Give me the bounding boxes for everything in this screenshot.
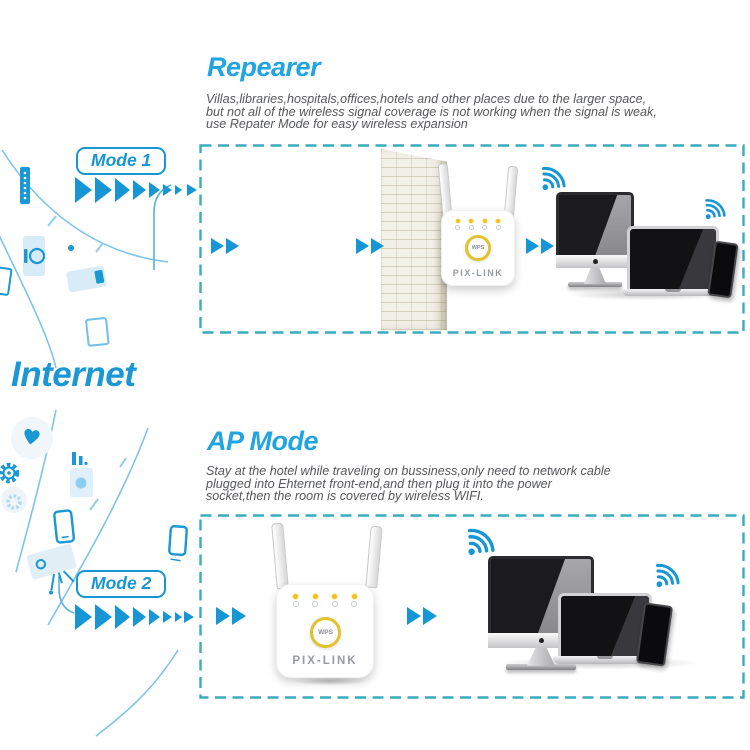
projector-icon <box>26 543 82 598</box>
repeater-body <box>276 584 374 678</box>
led-indicator <box>482 219 487 230</box>
description-line: socket,then the room is covered by wireless WIFI. <box>206 489 484 504</box>
description-line: but not all of the wireless signal coverage is not working when the signal is weak, <box>206 104 657 119</box>
description-line: plugged into Ehternet front-end,and then plug it into the power <box>206 476 552 491</box>
ap-section-description <box>206 465 611 503</box>
wps-label: WPS <box>471 245 485 251</box>
macbook-screen <box>627 226 719 289</box>
led-indicator <box>469 219 474 230</box>
arrow-icon <box>423 607 437 625</box>
arrow-row-mode1 <box>75 177 182 203</box>
apple-logo-icon <box>593 259 598 264</box>
arrow-icon <box>163 611 172 623</box>
arrow-icon <box>187 184 197 196</box>
imac-stand <box>527 648 555 666</box>
arrow-icon <box>216 607 230 625</box>
arrow-icon <box>184 611 194 623</box>
dash-mark <box>120 458 126 467</box>
dotted-bar-icon <box>20 167 30 204</box>
flow-arrows <box>407 607 437 625</box>
flow-arrows <box>356 238 384 254</box>
repeater-body <box>441 210 515 286</box>
led-indicator <box>312 594 318 607</box>
arrow-icon <box>163 184 172 196</box>
imac-stand <box>584 268 606 284</box>
led-indicators <box>277 594 373 607</box>
mode2-button: Mode 2 <box>76 570 166 598</box>
macbook <box>627 226 719 296</box>
led-indicator <box>351 594 357 607</box>
apple-logo-icon <box>539 638 544 643</box>
soft-circle <box>1 487 27 513</box>
smartphone-icon <box>169 526 187 561</box>
dash-mark <box>96 243 103 252</box>
dash-mark <box>90 499 98 510</box>
arrow-icon <box>371 238 384 254</box>
repeater-section-description <box>206 93 657 131</box>
dash-mark <box>48 216 56 226</box>
repeater-device <box>436 163 518 288</box>
square-outline-icon <box>0 267 12 295</box>
brand-label: PIX-LINK <box>292 655 358 667</box>
ap-section-title: AP Mode <box>207 426 318 456</box>
flow-arrows <box>216 607 246 625</box>
arrow-icon <box>541 238 554 254</box>
arrow-icon <box>149 182 160 198</box>
mode1-button: Mode 1 <box>76 147 166 175</box>
arrow-icon <box>175 612 182 622</box>
repeater-device <box>268 523 388 678</box>
arrow-icon <box>232 607 246 625</box>
flow-arrows <box>211 238 239 254</box>
wps-button <box>310 617 341 648</box>
arrow-icon <box>175 185 182 195</box>
internet-label: Internet <box>11 355 136 394</box>
led-indicator <box>496 219 501 230</box>
description-line: Villas,libraries,hospitals,offices,hotels and other places due to the larger space, <box>206 92 647 106</box>
tablet-icon <box>66 265 107 292</box>
imac <box>556 192 634 287</box>
arrow-icon <box>226 238 239 254</box>
brand-label: PIX-LINK <box>452 268 504 278</box>
dot-icon <box>68 245 74 251</box>
led-indicators <box>442 219 514 230</box>
led-indicator <box>293 594 299 607</box>
wps-button <box>465 235 491 261</box>
description-line: use Repater Mode for easy wireless expansion <box>206 117 468 132</box>
arrow-icon <box>133 607 146 627</box>
antenna <box>271 523 289 590</box>
antenna <box>365 526 382 589</box>
arrow-icon <box>95 177 112 203</box>
arrow-icon <box>149 609 160 625</box>
arrow-row-mode2 <box>75 604 182 630</box>
imac-chin <box>556 255 634 268</box>
camera-icon <box>23 236 45 276</box>
flow-arrows <box>526 238 554 254</box>
repeater-section-title: Repearer <box>207 52 321 82</box>
arrow-icon <box>95 604 112 630</box>
led-indicator <box>455 219 460 230</box>
arrow-icon <box>356 238 369 254</box>
arrow-icon <box>75 604 92 630</box>
square-outline-icon <box>86 318 109 346</box>
arrow-icon <box>115 178 130 202</box>
wps-label: WPS <box>318 629 333 636</box>
music-player-icon <box>70 452 93 497</box>
description-line: Stay at the hotel while traveling on bussiness,only need to network cable <box>206 464 611 478</box>
arrow-icon <box>526 238 539 254</box>
arrow-icon <box>211 238 224 254</box>
imac-screen <box>556 192 634 255</box>
curve-line <box>96 650 178 736</box>
arrow-icon <box>115 605 130 629</box>
arrow-icon <box>75 177 92 203</box>
gear-icon <box>1 465 17 481</box>
smartphone-icon <box>54 510 74 543</box>
arrow-icon <box>407 607 421 625</box>
arrow-icon <box>133 180 146 200</box>
led-indicator <box>332 594 338 607</box>
